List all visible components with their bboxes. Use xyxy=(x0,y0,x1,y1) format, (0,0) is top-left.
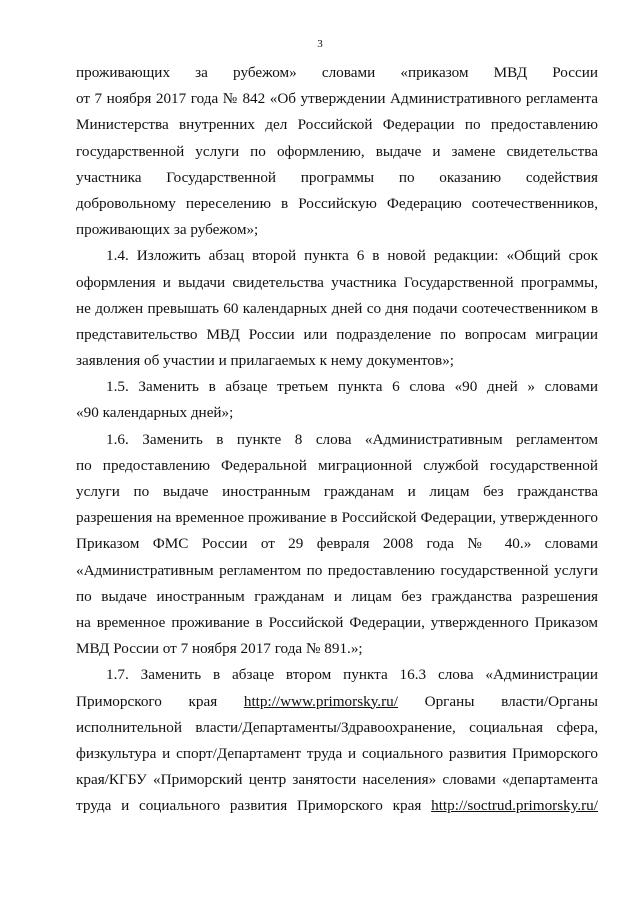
text-line: 1.6. Заменить в пункте 8 слова «Административным регламентом xyxy=(106,430,598,448)
text-line: «Административным регламентом по предоставлению государственной услуги xyxy=(76,561,598,579)
text-line: исполнительной власти/Департаменты/Здравоохранение, социальная сфера, xyxy=(76,718,598,736)
text-line: края/КГБУ «Приморский центр занятости населения» словами «департамента xyxy=(76,771,598,789)
text-line: оформления и выдачи свидетельства участника Государственной программы, xyxy=(76,273,598,291)
text-line: представительство МВД России или подразделение по вопросам миграции xyxy=(76,325,598,343)
text-line: не должен превышать 60 календарных дней со дня подачи соотечественником в xyxy=(76,299,598,317)
text-line: разрешения на временное проживание в Российской Федерации, утвержденного xyxy=(76,509,598,527)
text-line: проживающих за рубежом» словами «приказом МВД России xyxy=(76,64,598,81)
text-line: физкультура и спорт/Департамент труда и социального развития Приморского xyxy=(76,744,598,762)
text-line xyxy=(76,793,598,819)
page-number: 3 xyxy=(317,38,323,50)
text-segment: Органы власти/Органы xyxy=(397,692,598,710)
text-line: по выдаче иностранным гражданам и лицам без гражданства разрешения xyxy=(76,587,598,605)
text-line: от 7 ноября 2017 года № 842 «Об утверждении Административного регламента xyxy=(76,90,598,108)
text-line: по предоставлению Федеральной миграционной службой государственной xyxy=(76,456,598,474)
text-line: государственной услуги по оформлению, выдаче и замене свидетельства xyxy=(76,142,598,160)
document-body xyxy=(76,60,598,819)
text-line: на временное проживание в Российской Федерации, утвержденного Приказом xyxy=(76,613,598,631)
text-line: Министерства внутренних дел Российской Федерации по предоставлению xyxy=(76,116,598,134)
text-line: добровольному переселению в Российскую Федерацию соотечественников, xyxy=(76,194,598,212)
text-segment: труда и социального развития Приморского края xyxy=(76,797,432,815)
text-segment: Приморского края xyxy=(76,692,244,710)
text-line xyxy=(76,689,598,715)
text-line: 1.5. Заменить в абзаце третьем пункта 6 слова «90 дней » словами xyxy=(106,378,598,396)
text-line: проживающих за рубежом»; xyxy=(76,221,259,239)
url-link[interactable]: http://soctrud.primorsky.ru/ xyxy=(431,797,598,815)
text-line: МВД России от 7 ноября 2017 года № 891.»; xyxy=(76,640,363,658)
url-link[interactable]: http://www.primorsky.ru/ xyxy=(243,692,398,710)
text-line: участника Государственной программы по оказанию содействия xyxy=(76,168,598,186)
text-line: 1.4. Изложить абзац второй пункта 6 в новой редакции: «Общий срок xyxy=(106,247,598,265)
text-line: заявления об участии и прилагаемых к нему документов»; xyxy=(76,352,455,370)
text-line: «90 календарных дней»; xyxy=(76,404,234,422)
text-line: 1.7. Заменить в абзаце втором пункта 16.3 слова «Администрации xyxy=(106,666,598,684)
text-line: услуги по выдаче иностранным гражданам и лицам без гражданства xyxy=(76,483,598,500)
text-line: Приказом ФМС России от 29 февраля 2008 года № 40.» словами xyxy=(76,535,598,553)
